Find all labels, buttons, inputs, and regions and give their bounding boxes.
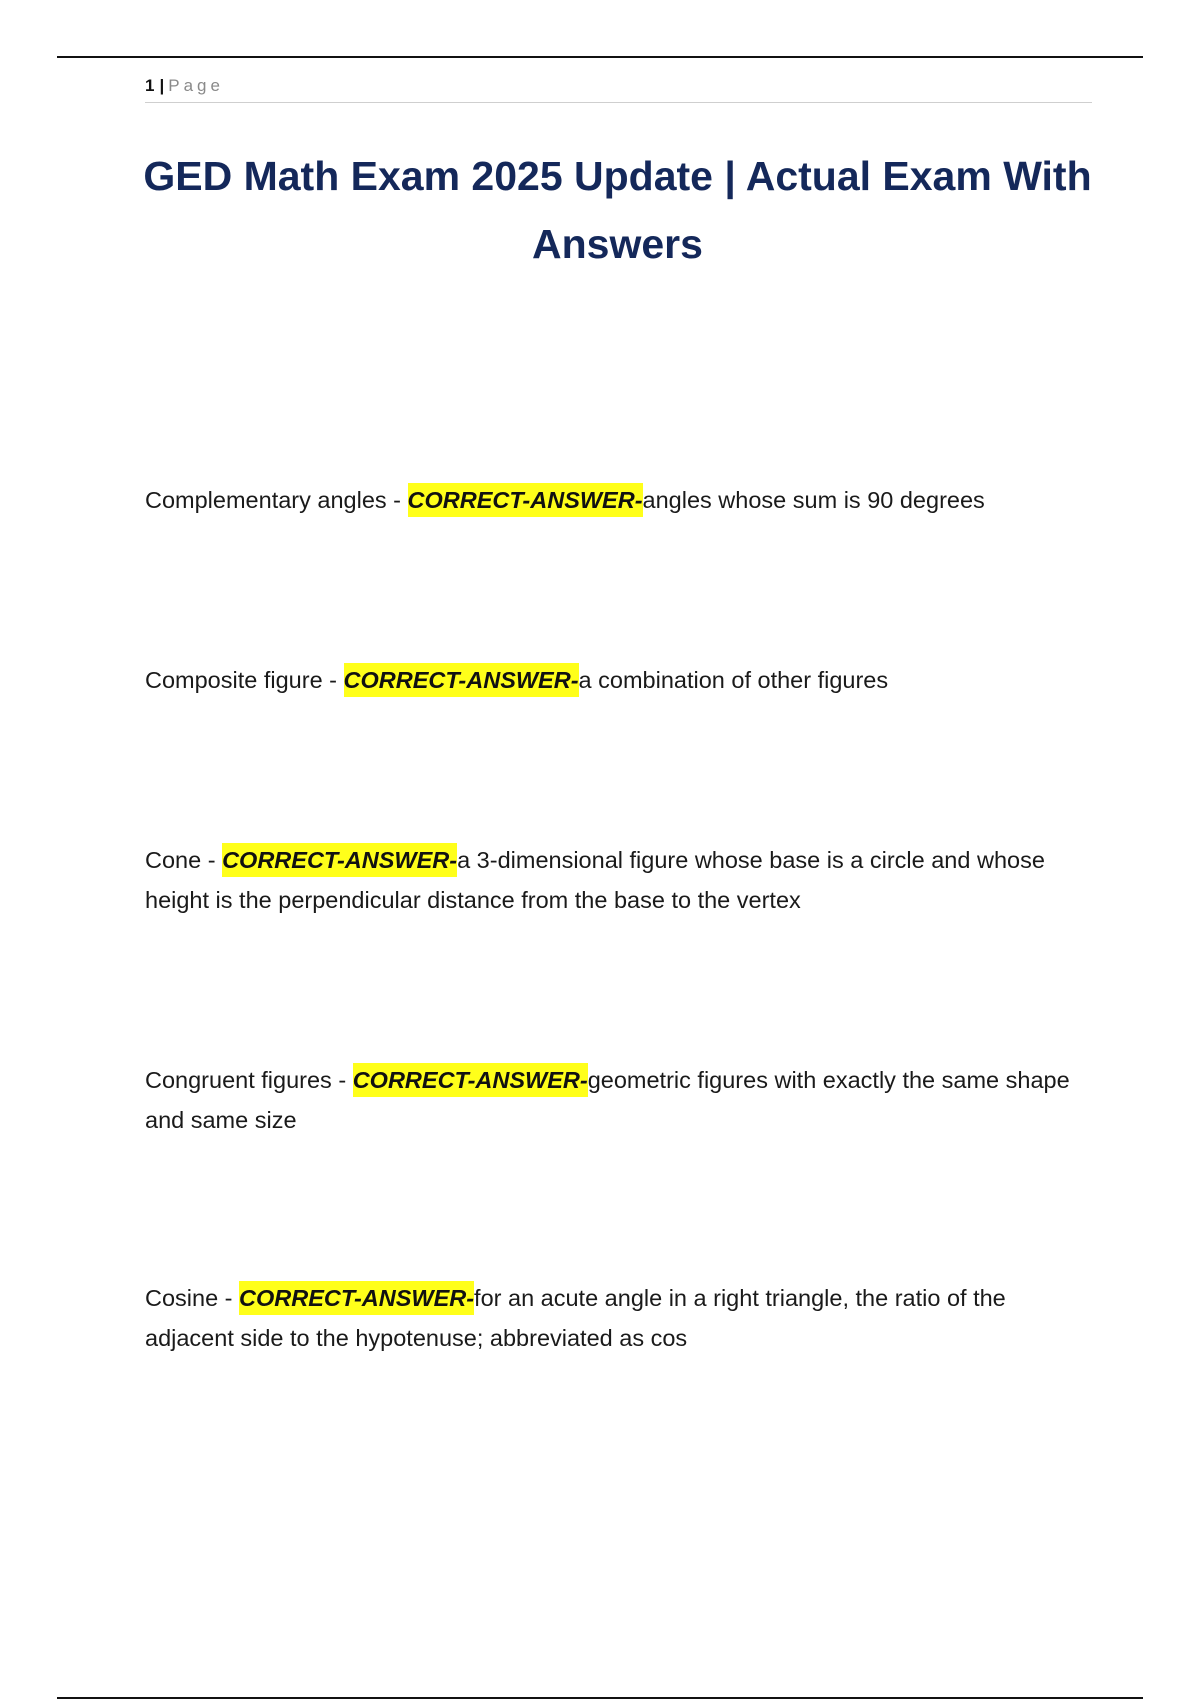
document-title: GED Math Exam 2025 Update | Actual Exam With Answers bbox=[143, 153, 1092, 267]
page-header bbox=[145, 74, 1092, 103]
entry-composite-figure bbox=[145, 660, 1085, 700]
entry-definition: angles whose sum is 90 degrees bbox=[642, 487, 985, 513]
page-header-separator: | bbox=[159, 76, 165, 95]
entry-definition: geometric figures with exactly the same shape and same size bbox=[145, 1067, 1070, 1133]
entry-congruent-figures bbox=[145, 1060, 1085, 1140]
correct-answer-tag: CORRECT-ANSWER- bbox=[239, 1281, 474, 1315]
correct-answer-tag: CORRECT-ANSWER- bbox=[353, 1063, 588, 1097]
top-border-rule bbox=[57, 56, 1143, 58]
entry-definition: a combination of other figures bbox=[578, 667, 889, 693]
entry-term: Cone - bbox=[145, 847, 223, 873]
page-number: 1 bbox=[145, 76, 155, 95]
correct-answer-tag: CORRECT-ANSWER- bbox=[222, 843, 457, 877]
correct-answer-tag: CORRECT-ANSWER- bbox=[344, 663, 579, 697]
entry-term: Complementary angles - bbox=[145, 487, 408, 513]
entry-cone bbox=[145, 840, 1085, 920]
entry-definition: for an acute angle in a right triangle, the ratio of the adjacent side to the hypotenuse; abbreviated as cos bbox=[145, 1285, 1006, 1351]
correct-answer-tag: CORRECT-ANSWER- bbox=[408, 483, 643, 517]
entry-term: Congruent figures - bbox=[145, 1067, 353, 1093]
entry-complementary-angles bbox=[145, 480, 1085, 520]
entry-definition: a 3-dimensional figure whose base is a circle and whose height is the perpendicular distance from the base to the vertex bbox=[145, 847, 1045, 913]
entry-cosine bbox=[145, 1278, 1085, 1358]
bottom-border-rule bbox=[57, 1697, 1143, 1699]
entry-term: Cosine - bbox=[145, 1285, 240, 1311]
entry-term: Composite figure - bbox=[145, 667, 344, 693]
page-word: Page bbox=[168, 76, 224, 95]
